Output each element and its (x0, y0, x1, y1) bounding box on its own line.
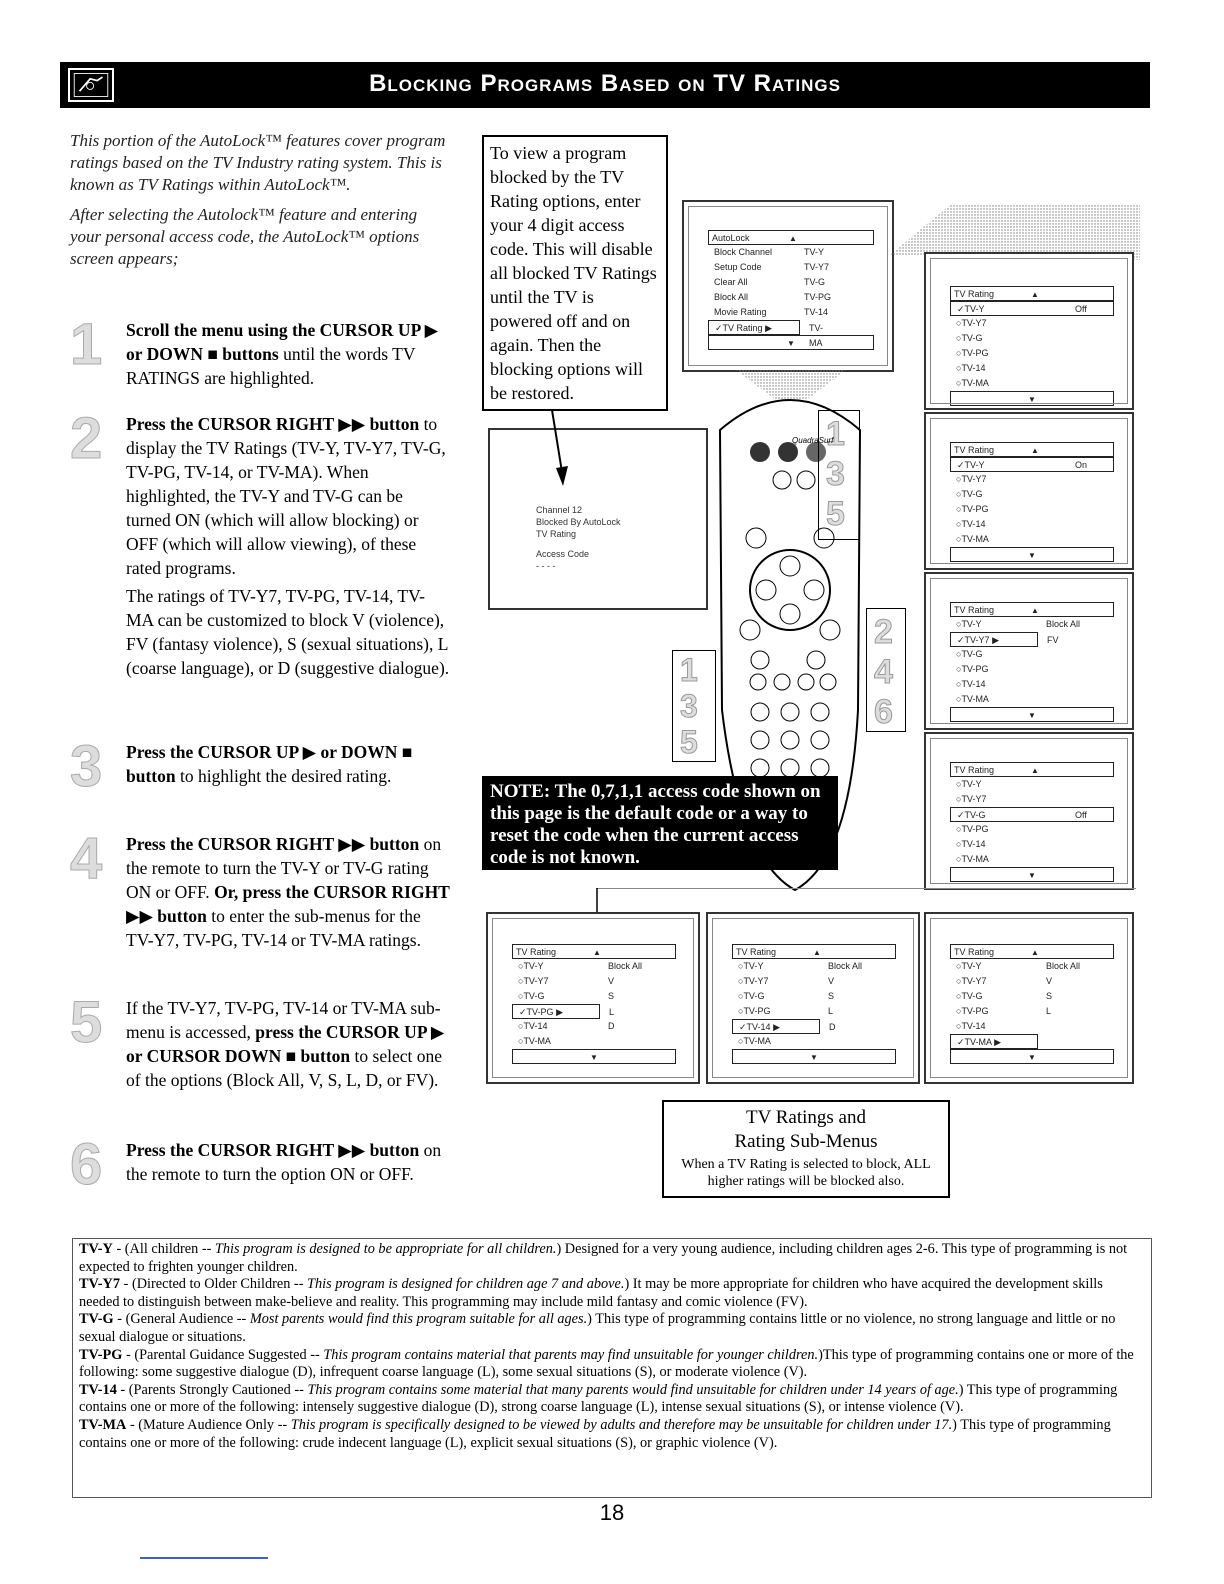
menu-row-label: TV-PG (961, 664, 989, 674)
menu-row[interactable] (708, 305, 874, 320)
definition-term: TV-G (79, 1311, 114, 1328)
step-detail: to select one of the options (Block All, V, S, L, D, or FV). (126, 1046, 443, 1090)
menu-row[interactable]: ○TV-Y7 (956, 318, 987, 328)
menu-row-label: TV-MA (523, 1036, 551, 1046)
callout-numbers-far-right (874, 612, 893, 732)
caption-body: When a TV Rating is selected to block, ALL higher ratings will be blocked also. (681, 1157, 931, 1189)
submenu-screen-3 (924, 912, 1134, 1084)
definition-tv-pg (79, 1347, 1145, 1382)
definition-tv-g (79, 1311, 1145, 1346)
menu-row-label: TV-Y (964, 304, 985, 314)
menu-row-label: TV-Y7 (961, 794, 987, 804)
menu-row[interactable]: ○TV-MA (738, 1036, 771, 1046)
menu-row-label: TV-14 (961, 1021, 986, 1031)
menu-header: TV Rating ▲ (950, 602, 1114, 617)
menu-row[interactable]: ○TV-G (956, 489, 983, 499)
step-detail: until the words TV RATINGS are highlighted. (126, 344, 416, 388)
menu-row-label: TV-G (961, 991, 983, 1001)
menu-row[interactable]: ○TV-MA (956, 534, 989, 544)
menu-row[interactable]: ○TV-14 (956, 679, 986, 689)
definition-italic: This program is specifically designed to be viewed by adults and therefore may be unsuitable for children under 17. (290, 1416, 953, 1433)
menu-row-label: TV-MA (743, 1036, 771, 1046)
caption-title-line-2: Rating Sub-Menus (734, 1131, 878, 1152)
menu-row-label: TV-14 (961, 679, 986, 689)
rating-menu (950, 762, 1114, 882)
menu-row[interactable] (708, 275, 874, 290)
menu-row[interactable]: ○TV-PG L (732, 1004, 896, 1019)
definition-lead: - (General Audience -- (113, 1311, 250, 1328)
menu-row[interactable]: ○TV-Y7 V (512, 974, 676, 989)
menu-row-value: D (608, 1021, 615, 1031)
menu-footer: ▼ (708, 335, 874, 350)
menu-footer: ▼ (950, 867, 1114, 882)
definition-term: TV-Y (79, 1241, 113, 1257)
menu-row[interactable]: ○TV-PG (956, 504, 989, 514)
callout-number: 5 (680, 724, 698, 760)
menu-row-label: Block Channel (714, 247, 773, 257)
menu-footer: ▼ (950, 547, 1114, 562)
menu-row[interactable]: ○TV-MA (956, 854, 989, 864)
autolock-menu-screen (682, 200, 894, 372)
menu-row[interactable]: ○TV-Y Block All (512, 959, 676, 974)
definition-italic: This program contains some material that many parents would find unsuitable for children under 14 years of age. (307, 1381, 959, 1398)
rating-definitions (72, 1238, 1152, 1498)
rating-menu (732, 944, 896, 1064)
callout-number: 1 (826, 415, 845, 453)
step-1 (70, 312, 450, 390)
menu-row-value: Block All (1046, 961, 1081, 971)
menu-row[interactable]: ○TV-Y Block All (950, 959, 1114, 974)
menu-row[interactable]: ○TV-G (956, 649, 983, 659)
menu-row-selected[interactable]: ✓TV-Y Off (950, 301, 1114, 316)
menu-row-label: TV-G (743, 991, 765, 1001)
rating-menu (950, 442, 1114, 562)
menu-row-value: Off (1075, 810, 1087, 820)
rating-menu (950, 286, 1114, 406)
menu-row-label: TV-PG (961, 348, 989, 358)
page-title: Blocking Programs Based on TV Ratings (369, 70, 841, 97)
menu-row[interactable]: ○TV-MA (956, 378, 989, 388)
step-instruction: Press the CURSOR UP ▶ or DOWN ■ button (126, 742, 413, 786)
callout-numbers-left (680, 652, 698, 760)
definition-term: TV-14 (79, 1381, 117, 1398)
step-5 (70, 990, 450, 1092)
menu-row-label: Setup Code (714, 262, 762, 272)
step-detail: to highlight the desired rating. (175, 766, 392, 786)
step-4 (70, 826, 450, 952)
callout-number: 2 (874, 613, 893, 651)
definition-italic: This program is designed to be appropriate for all children. (214, 1241, 557, 1257)
menu-row-label: TV-Y7 (523, 976, 549, 986)
definition-tv-y (79, 1241, 1145, 1276)
menu-row[interactable]: ○TV-PG (956, 824, 989, 834)
step-number: 3 (70, 734, 103, 799)
callout-number: 3 (680, 688, 698, 724)
step-detail: on the remote to turn the TV-Y or TV-G rating ON or OFF. (126, 834, 442, 902)
menu-row-label: TV-G (964, 810, 986, 820)
step-number: 2 (70, 406, 103, 471)
menu-row-label: TV-Y (743, 961, 764, 971)
default-code-note: NOTE: The 0,7,1,1 access code shown on this page is the default code or a way to reset the code when the current access code is not known. (482, 776, 838, 870)
connector-line (596, 888, 1136, 889)
menu-row-value: FV (1047, 635, 1059, 645)
menu-row-label: TV-Y (523, 961, 544, 971)
menu-row-value: Block All (1046, 619, 1081, 629)
rating-screen-4 (924, 732, 1134, 890)
step-6 (70, 1132, 450, 1197)
menu-row-value: L (609, 1007, 615, 1017)
menu-row[interactable]: ○TV-MA (956, 694, 989, 704)
menu-row-label: TV-Y7 (961, 976, 987, 986)
menu-footer: ▼ (950, 1049, 1114, 1064)
menu-row-label: TV-Y7 (961, 318, 987, 328)
menu-row[interactable]: ○TV-14 (956, 363, 986, 373)
blocked-by-text: Blocked By AutoLock (536, 517, 621, 527)
menu-row-value: TV-PG (804, 292, 832, 302)
menu-row-value: Block All (608, 961, 643, 971)
menu-footer: ▼ (950, 707, 1114, 722)
menu-row-selected[interactable]: ✓TV-MA ▶ (950, 1034, 1038, 1049)
menu-row[interactable]: ○TV-14 D (512, 1019, 676, 1034)
menu-row-label: TV-14 (523, 1021, 548, 1031)
menu-row-selected[interactable]: ✓TV-Y On (950, 457, 1114, 472)
submenu-screen-2 (706, 912, 920, 1084)
menu-row[interactable]: ○TV-G (956, 333, 983, 343)
menu-row[interactable]: ○TV-14 (956, 519, 986, 529)
menu-row-label: TV-PG (526, 1007, 554, 1017)
menu-row-value: TV-Y (804, 247, 825, 257)
step-extra: The ratings of TV-Y7, TV-PG, TV-14, TV-MA can be customized to block V (violence), FV (fantasy violence), S (sexual situations), L (coarse language), or D (suggestive dialogue). (126, 586, 450, 678)
callout-number: 3 (826, 455, 845, 493)
step-instruction: Scroll the menu using the CURSOR UP ▶ or DOWN ■ buttons (126, 320, 439, 364)
menu-footer: ▼ (512, 1049, 676, 1064)
step-instruction: Press the CURSOR RIGHT ▶▶ button (126, 834, 420, 854)
menu-row[interactable]: ○TV-PG (956, 348, 989, 358)
menu-row-label: TV-Y (961, 619, 982, 629)
menu-row-value: V (1046, 976, 1053, 986)
definition-italic: Most parents would find this program suitable for all ages. (249, 1311, 588, 1328)
intro-text (70, 130, 450, 278)
menu-row[interactable]: ○TV-14 (956, 1021, 986, 1031)
menu-row[interactable]: ○TV-Y Block All (732, 959, 896, 974)
step-detail: to display the TV Ratings (TV-Y, TV-Y7, TV-G, TV-PG, TV-14, or TV-MA). When highlighted, the TV-Y and TV-G can be turned ON (which will allow blocking) or OFF (which will allow viewing), of these rated programs. (126, 414, 446, 578)
definition-lead: - (Parental Guidance Suggested -- (122, 1346, 324, 1363)
menu-row-label: TV-PG (961, 824, 989, 834)
autolock-menu (708, 230, 874, 350)
step-detail: on the remote to turn the option ON or OFF. (126, 1140, 442, 1184)
step-instruction: press the CURSOR UP ▶ or CURSOR DOWN ■ button (126, 1022, 445, 1066)
menu-row-selected[interactable]: ✓TV-Y7 ▶ FV (950, 632, 1038, 647)
menu-row-label: TV-G (961, 333, 983, 343)
menu-header: AutoLock ▲ (708, 230, 874, 245)
rating-screen-2 (924, 412, 1134, 570)
menu-header: TV Rating ▲ (950, 944, 1114, 959)
caption-title-line-1: TV Ratings and (746, 1107, 866, 1128)
access-code-label: Access Code (536, 549, 590, 559)
menu-row-label: TV-14 (961, 839, 986, 849)
definition-tail: ) This type of programming contains little or no violence, no strong language and little or no sexual dialogue or situations. (79, 1311, 1116, 1345)
menu-row-label: TV Rating (722, 323, 763, 333)
menu-row-label: TV-PG (961, 1006, 989, 1016)
definition-tv-y7 (79, 1276, 1145, 1311)
menu-row-value: L (1046, 1006, 1052, 1016)
step-number: 6 (70, 1132, 103, 1197)
menu-row-label: TV-MA (961, 378, 989, 388)
menu-row-label: TV-Y (964, 460, 985, 470)
blocked-message (536, 504, 621, 572)
definition-italic: This program contains material that parents may find unsuitable for younger children. (323, 1346, 819, 1363)
block-reason: TV Rating (536, 529, 577, 539)
definition-italic: This program is designed for children age 7 and above. (307, 1276, 625, 1293)
title-banner (60, 62, 1150, 108)
arrow-down-icon (540, 410, 580, 490)
menu-row-label: TV-Y (961, 961, 982, 971)
rating-screen-1 (924, 252, 1134, 410)
menu-row-value: D (829, 1022, 836, 1032)
menu-row-label: TV-Y (961, 779, 982, 789)
menu-row-value: TV-G (804, 277, 826, 287)
definition-tail: ) It may be more appropriate for children who have acquired the development skills needed to distinguish between make-believe and reality. This programming may include mild fantasy and comic violence (FV). (79, 1276, 1103, 1310)
callout-number: 1 (680, 652, 698, 688)
step-instruction: Press the CURSOR RIGHT ▶▶ button (126, 414, 420, 434)
menu-footer: ▼ (950, 391, 1114, 406)
step-number: 5 (70, 990, 103, 1055)
menu-row-label: TV-Y7 (961, 474, 987, 484)
menu-row-label: TV-14 (961, 519, 986, 529)
menu-row-selected[interactable]: ✓TV-14 ▶ D (732, 1019, 820, 1034)
menu-row-label: TV-MA (961, 694, 989, 704)
definition-tail: ) This type of programming contains one or more of the following: crude indecent language (L), explicit sexual situations (S), or graphic violence (V). (79, 1416, 1111, 1451)
definition-tail: ) Designed for a very young audience, including children ages 2-6. This type of programming is not expected to frighten younger children. (79, 1241, 1128, 1275)
menu-header: TV Rating ▲ (950, 286, 1114, 301)
menu-row[interactable]: ○TV-Y Block All (950, 617, 1114, 632)
access-code-info-box: To view a program blocked by the TV Rating options, enter your 4 digit access code. This will disable all blocked TV Ratings until the TV is powered off and on again. Then the blocking options will be restored. (482, 135, 668, 411)
submenu-caption (662, 1100, 950, 1198)
menu-row-value: Off (1075, 304, 1087, 314)
submenu-screen-1 (486, 912, 700, 1084)
remote-brand: QuadraSurf (792, 436, 834, 445)
definition-lead: - (All children -- (112, 1241, 215, 1257)
menu-row-value: V (828, 976, 835, 986)
menu-row-label: TV-G (961, 649, 983, 659)
page-number: 18 (599, 1500, 625, 1525)
step-pre: If the TV-Y7, TV-PG, TV-14 or TV-MA sub-menu is accessed, (126, 998, 441, 1042)
definition-tail: ) This type of programming contains one or more of the following: intensely suggestive dialogue (D), strong coarse language (L), intense sexual situations (S), or intense violence (V). (79, 1381, 1118, 1416)
menu-row-value: On (1075, 460, 1088, 470)
menu-row-label: TV-G (961, 489, 983, 499)
menu-row[interactable]: ○TV-Y7 (956, 474, 987, 484)
rating-menu (950, 602, 1114, 722)
menu-row[interactable]: ○TV-PG (956, 664, 989, 674)
menu-row-value: TV-14 (804, 307, 829, 317)
step-detail-2: to enter the sub-menus for the TV-Y7, TV-PG, TV-14 or TV-MA ratings. (126, 906, 421, 950)
menu-row-label: TV-PG (743, 1006, 771, 1016)
menu-row[interactable]: ○TV-PG L (950, 1004, 1114, 1019)
definition-term: TV-Y7 (79, 1276, 121, 1293)
menu-row[interactable] (708, 260, 874, 275)
menu-row-value: S (828, 991, 835, 1001)
menu-row-selected[interactable]: ✓TV Rating ▶ TV-MA (708, 320, 800, 335)
menu-row-label: Clear All (714, 277, 748, 287)
rating-menu (950, 944, 1114, 1064)
step-3 (70, 734, 450, 799)
menu-row-value: S (1046, 991, 1053, 1001)
step-2 (70, 406, 450, 680)
step-instruction: Press the CURSOR RIGHT ▶▶ button (126, 1140, 420, 1160)
menu-header: TV Rating ▲ (512, 944, 676, 959)
definition-term: TV-MA (79, 1416, 127, 1433)
menu-row-value: Block All (828, 961, 863, 971)
menu-row-value: S (608, 991, 615, 1001)
definition-tv-ma (79, 1417, 1145, 1452)
menu-row[interactable]: ○TV-G S (950, 989, 1114, 1004)
callout-number: 5 (826, 495, 845, 533)
channel-number: Channel 12 (536, 505, 583, 515)
menu-row-label: TV-MA (961, 534, 989, 544)
callout-number: 4 (874, 653, 893, 691)
menu-row-label: Movie Rating (714, 307, 767, 317)
menu-row-value: L (828, 1006, 834, 1016)
step-number: 1 (70, 312, 103, 377)
menu-row-label: TV-PG (961, 504, 989, 514)
step-number: 4 (70, 826, 103, 891)
callout-number: 6 (874, 693, 893, 731)
menu-row-selected[interactable]: ✓TV-G Off (950, 807, 1114, 822)
menu-row-label: TV-MA (964, 1037, 992, 1047)
menu-row[interactable]: ○TV-14 (956, 839, 986, 849)
menu-row[interactable]: ○TV-Y7 V (950, 974, 1114, 989)
menu-row-label: TV-14 (746, 1022, 771, 1032)
menu-row-value: V (608, 976, 615, 986)
menu-row[interactable]: ○TV-G S (512, 989, 676, 1004)
menu-header: TV Rating ▲ (950, 442, 1114, 457)
menu-row[interactable] (708, 290, 874, 305)
channel-blocked-screen (488, 428, 708, 610)
definition-lead: - (Directed to Older Children -- (120, 1276, 308, 1293)
menu-row[interactable]: ○TV-MA (518, 1036, 551, 1046)
definition-tail: )This type of programming contains one or more of the following: some suggestive dialogue (D), infrequent coarse language (L), some sexual situations (S), or moderate violence (V). (79, 1346, 1134, 1381)
intro-paragraph-2: After selecting the Autolock™ feature and entering your personal access code, the AutoLock™ options screen appears; (70, 205, 420, 268)
menu-row[interactable]: ○TV-Y7 V (732, 974, 896, 989)
menu-row-value: TV-Y7 (804, 262, 830, 272)
definition-lead: - (Parents Strongly Cautioned -- (116, 1381, 308, 1398)
intro-paragraph-1: This portion of the AutoLock™ features cover program ratings based on the TV Industry rating system. This is known as TV Ratings within AutoLock™. (70, 131, 446, 194)
menu-row-value: TV-MA (809, 323, 824, 348)
menu-row-selected[interactable]: ✓TV-PG ▶ L (512, 1004, 600, 1019)
menu-row-label: TV-Y7 (743, 976, 769, 986)
access-code-placeholder: - - - - (536, 561, 556, 571)
menu-row-label: TV-14 (961, 363, 986, 373)
menu-footer: ▼ (732, 1049, 896, 1064)
menu-header: TV Rating ▲ (732, 944, 896, 959)
menu-row[interactable]: ○TV-Y (956, 779, 982, 789)
menu-row[interactable] (708, 245, 874, 260)
definition-term: TV-PG (79, 1346, 123, 1363)
rating-screen-3 (924, 572, 1134, 730)
menu-row-label: TV-Y7 (964, 635, 990, 645)
menu-row-label: Block All (714, 292, 749, 302)
menu-header: TV Rating ▲ (950, 762, 1114, 777)
rating-menu (512, 944, 676, 1064)
menu-row[interactable]: ○TV-G S (732, 989, 896, 1004)
definition-lead: - (Mature Audience Only -- (126, 1416, 291, 1433)
step-instruction-2: Or, press the CURSOR RIGHT ▶▶ button (126, 882, 450, 926)
definition-tv-14 (79, 1382, 1145, 1417)
menu-row-label: TV-MA (961, 854, 989, 864)
callout-numbers-right (826, 414, 845, 534)
menu-row[interactable]: ○TV-Y7 (956, 794, 987, 804)
menu-row-label: TV-G (523, 991, 545, 1001)
footer-rule (140, 1557, 268, 1559)
